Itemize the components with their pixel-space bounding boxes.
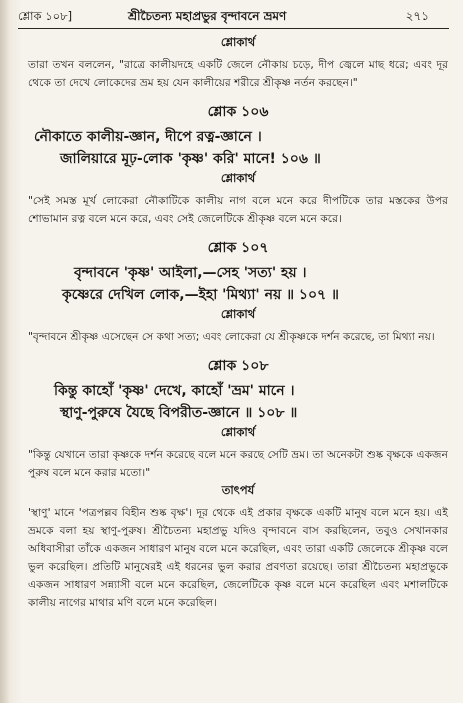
page-body bbox=[28, 34, 448, 612]
header-rule bbox=[18, 28, 449, 29]
page-gutter-shadow bbox=[0, 0, 10, 703]
translation-105: তারা তখন বললেন, "রাত্রে কালীয়দহে একটি জেলে নৌকায় চড়ে, দীপ জ্বেলে মাছ ধরে; এবং দূর থেকে তা দেখে লোকেদের ভ্রম হয় যেন কালীয়ের শরীরে শ্রীকৃষ্ণ নর্তন করছেন।" bbox=[28, 58, 448, 89]
sloka-107-line-2: কৃষ্ণেরে দেখিল লোক,—ইহা 'মিথ্যা' নয় ॥ ১০৭ ॥ bbox=[62, 287, 339, 303]
sloka-108-line-1: কিন্তু কাহোঁ 'কৃষ্ণ' দেখে, কাহোঁ 'ভ্রম' মানে । bbox=[54, 383, 295, 399]
translation-heading: শ্লোকার্থ bbox=[220, 425, 256, 439]
sloka-106-line-2: জালিয়ারে মূঢ়-লোক 'কৃষ্ণ' করি' মানে! ১০৬ ॥ bbox=[60, 151, 321, 167]
translation-106: "সেই সমস্ত মূর্খ লোকেরা নৌকাটিকে কালীয় নাগ বলে মনে করে দীপটিকে তার মস্তকের উপর শোভামান রত্ন বলে মনে করে, এবং সেই জেলেটিকে শ্রীকৃষ্ণ বলে মনে করে। bbox=[28, 194, 448, 225]
translation-108: "কিন্তু যেখানে তারা কৃষ্ণকে দর্শন করেছে বলে মনে করছে সেটি ভ্রম। তা অনেকটা শুষ্ক বৃক্ষকে একজন পুরুষ বলে মনে করার মতো।" bbox=[28, 448, 448, 479]
sloka-106-title: শ্লোক ১০৬ bbox=[207, 104, 269, 120]
sloka-107-title: শ্লোক ১০৭ bbox=[207, 240, 269, 256]
header-chapter-title: শ্রীচৈতন্য মহাপ্রভুর বৃন্দাবনে ভ্রমণ bbox=[128, 9, 287, 23]
translation-heading: শ্লোকার্থ bbox=[220, 35, 256, 49]
purport-heading: তাৎপর্য bbox=[221, 483, 255, 497]
sloka-108-title: শ্লোক ১০৮ bbox=[207, 358, 269, 374]
running-header bbox=[18, 8, 449, 26]
purport-text: 'স্থাণু' মানে 'পত্রপল্লব বিহীন শুষ্ক বৃক্ষ'। দূর থেকে এই প্রকার বৃক্ষকে একটি মানুষ বলে মনে হয়। এই ভ্রমকে বলা হয় স্থাণু-পুরুষ। শ্রীচৈতন্য মহাপ্রভু যদিও বৃন্দাবনে বাস করছিলেন, তবুও সেখানকার অধিবাসীরা তাঁকে একজন সাধারণ মানুষ বলে মনে করেছিল, এবং তারা একটি জেলেকে শ্রীকৃষ্ণ বলে ভুল করেছিল। প্রতিটি মানুষেরই এই ধরনের ভুল করার প্রবণতা রয়েছে। তারা শ্রীচৈতন্য মহাপ্রভুকে একজন সাধারণ সন্ন্যাসী বলে মনে করেছিল, জেলেটিকে কৃষ্ণ বলে মনে করেছিল এবং মশালটিকে কালীয় নাগের মাথার মণি বলে মনে করেছিল। bbox=[28, 506, 448, 609]
page-number: ২৭১ bbox=[405, 9, 429, 23]
translation-heading: শ্লোকার্থ bbox=[220, 171, 256, 185]
translation-heading: শ্লোকার্থ bbox=[220, 307, 256, 321]
header-verse-ref: শ্লোক ১০৮] bbox=[18, 9, 73, 23]
sloka-106-line-1: নৌকাতে কালীয়-জ্ঞান, দীপে রত্ন-জ্ঞানে । bbox=[34, 129, 262, 145]
sloka-107-line-1: বৃন্দাবনে 'কৃষ্ণ' আইলা,—সেহ 'সত্য' হয় । bbox=[74, 265, 307, 281]
sloka-108-line-2: স্থাণু-পুরুষে যৈছে বিপরীত-জ্ঞানে ॥ ১০৮ ॥ bbox=[60, 405, 298, 421]
translation-107: "বৃন্দাবনে শ্রীকৃষ্ণ এসেছেন সে কথা সত্য; এবং লোকেরা যে শ্রীকৃষ্ণকে দর্শন করেছে, তা মিথ্যা নয়। bbox=[28, 330, 435, 343]
